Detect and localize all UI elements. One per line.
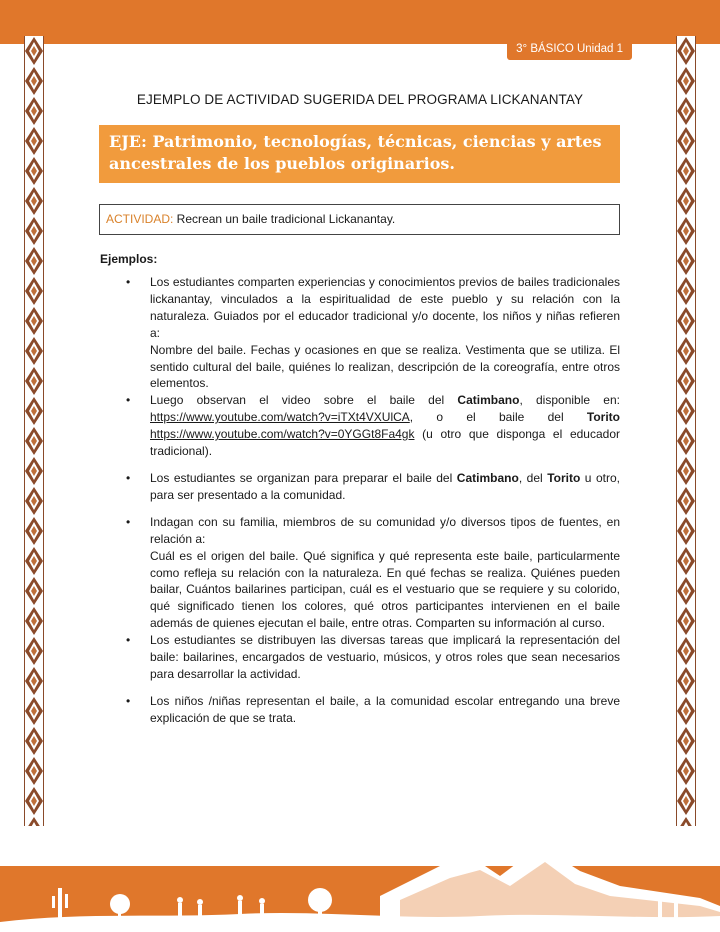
dance-name-catimbano: Catimbano xyxy=(456,470,519,485)
dance-name-torito: Torito xyxy=(586,410,620,425)
item-text xyxy=(150,392,620,460)
bullet: • xyxy=(126,633,131,648)
footer-landscape-illustration xyxy=(0,826,720,932)
item-text: Los estudiantes se distribuyen las diversas tareas que implicará la representación del baile: bailarines, encargados de vestuario, músicos, y otros roles que sean necesarios para desarrollar la actividad. xyxy=(150,633,620,681)
examples-list xyxy=(126,274,621,727)
activity-label: ACTIVIDAD: xyxy=(106,212,174,226)
text-run: , disponible en: xyxy=(519,393,620,408)
list-item xyxy=(126,274,620,392)
bullet: • xyxy=(126,693,131,708)
item-text: Los niños /niñas representan el baile, a la comunidad escolar entregando una breve explicación de que se trata. xyxy=(150,693,620,725)
eje-banner xyxy=(99,125,620,183)
list-item xyxy=(126,470,621,504)
left-decorative-border xyxy=(24,36,44,826)
unit-badge: 3° BÁSICO Unidad 1 xyxy=(507,38,632,60)
activity-box xyxy=(99,204,620,235)
bullet: • xyxy=(126,514,131,529)
bullet: • xyxy=(126,470,131,485)
video-link-torito[interactable]: https://www.youtube.com/watch?v=0YGGt8Fa4gk xyxy=(150,427,415,442)
item-subtext: Cuál es el origen del baile. Qué significa y qué representa este baile, particularmente como refleja su relación con la naturaleza. En qué fechas se realiza. Quiénes pueden bailar, Cuántos bailarines participan, cuál es el vestuario que se requiere y su colorido, qué significado tienen los colores, qué otros participantes intervienen en el baile además de quienes ejecutan el baile, entre otras. Comparten su información al curso. xyxy=(150,548,620,631)
page-title: EJEMPLO DE ACTIVIDAD SUGERIDA DEL PROGRAMA LICKANANTAY xyxy=(136,92,584,107)
eje-line-2: ancestrales de los pueblos originarios. xyxy=(109,154,455,173)
item-text xyxy=(150,470,620,504)
text-run: Los estudiantes se organizan para preparar el baile del xyxy=(150,470,457,485)
item-text: Los estudiantes comparten experiencias y conocimientos previos de bailes tradicionales lickanantay, vinculados a la espiritualidad de este pueblo y su relación con la naturaleza. Guiados por el educador tradicional y/o docente, los niños y niñas refieren a: xyxy=(150,275,620,340)
right-decorative-border xyxy=(676,36,696,826)
text-run: , o el baile del xyxy=(409,410,587,425)
video-link-catimbano[interactable]: https://www.youtube.com/watch?v=iTXt4VXUlCA xyxy=(150,410,410,425)
text-run: , del xyxy=(518,470,548,485)
list-item xyxy=(126,632,620,683)
bullet: • xyxy=(126,393,131,408)
text-run: Luego observan el video sobre el baile del xyxy=(150,393,458,408)
examples-title: Ejemplos: xyxy=(100,252,158,266)
list-item xyxy=(126,514,620,632)
bullet: • xyxy=(126,275,131,289)
item-text: Indagan con su familia, miembros de su comunidad y/o diversos tipos de fuentes, en relación a: xyxy=(150,514,620,546)
dance-name-torito: Torito xyxy=(547,470,581,485)
text-run: (u otro que disponga el educador tradicional). xyxy=(150,427,620,459)
item-subtext: Nombre del baile. Fechas y ocasiones en que se realiza. Vestimenta que se utiliza. El sentido cultural del baile, quiénes lo realizan, descripción de la coreografía, entre otros elementos. xyxy=(150,342,620,391)
activity-text: Recrean un baile tradicional Lickanantay. xyxy=(173,212,396,226)
list-item xyxy=(126,392,620,460)
dance-name-catimbano: Catimbano xyxy=(457,393,520,408)
list-item xyxy=(126,693,620,727)
eje-line-1: EJE: Patrimonio, tecnologías, técnicas, ciencias y artes xyxy=(109,132,602,151)
text-run: u otro, para ser presentado a la comunidad. xyxy=(150,470,621,502)
